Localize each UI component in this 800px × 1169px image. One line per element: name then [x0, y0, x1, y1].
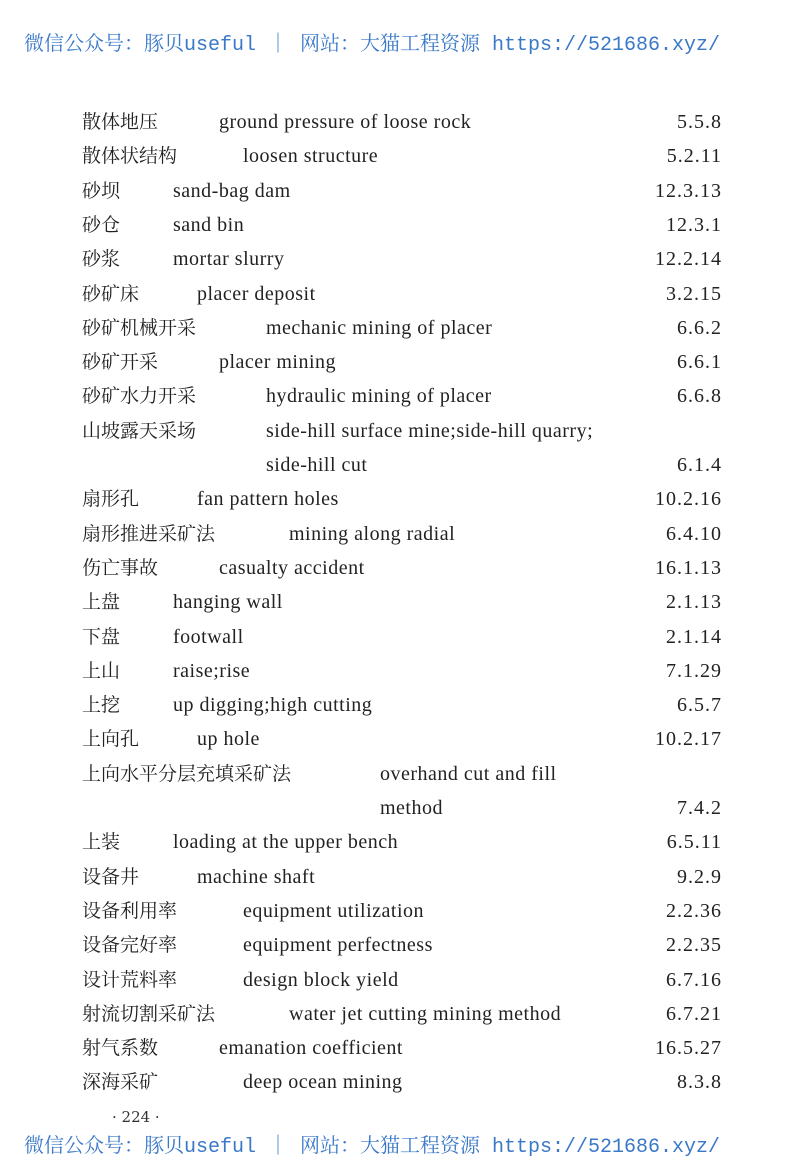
section-number: 16.1.13 — [655, 556, 722, 579]
section-number: 2.2.35 — [666, 934, 722, 957]
section-number: 6.7.21 — [666, 1002, 722, 1025]
section-number: 16.5.27 — [655, 1037, 722, 1060]
term-chinese: 上装 — [82, 831, 121, 854]
glossary-entry — [0, 282, 800, 312]
term-english: equipment utilization — [243, 899, 425, 922]
term-english: mechanic mining of placer — [266, 316, 493, 339]
section-number: 6.5.11 — [666, 831, 722, 854]
section-number: 6.5.7 — [677, 694, 722, 717]
glossary-entry — [0, 1036, 800, 1066]
section-number: 6.6.1 — [677, 351, 722, 374]
term-chinese: 砂矿开采 — [82, 351, 159, 374]
section-number: 2.2.36 — [666, 899, 722, 922]
term-chinese: 上向水平分层充填采矿法 — [82, 762, 292, 785]
glossary-entry — [0, 316, 800, 346]
term-chinese: 上盘 — [82, 591, 121, 614]
term-english: deep ocean mining — [243, 1071, 403, 1094]
section-number: 6.6.8 — [677, 385, 722, 408]
section-number: 5.2.11 — [666, 145, 722, 168]
term-english: method — [380, 797, 443, 819]
term-english: water jet cutting mining method — [289, 1002, 562, 1025]
glossary-entry — [0, 144, 800, 174]
term-english: up digging;high cutting — [173, 694, 373, 717]
section-number: 10.2.17 — [655, 728, 722, 751]
term-chinese: 射气系数 — [82, 1037, 159, 1060]
term-chinese: 设备利用率 — [82, 899, 178, 922]
term-chinese: 砂矿机械开采 — [82, 316, 197, 339]
term-chinese: 砂矿水力开采 — [82, 385, 197, 408]
term-english: hanging wall — [173, 591, 283, 614]
glossary-entry — [0, 419, 800, 449]
term-english: machine shaft — [197, 865, 316, 888]
term-english: placer mining — [219, 351, 337, 374]
term-chinese: 下盘 — [82, 625, 121, 648]
term-chinese: 上山 — [82, 659, 121, 682]
glossary-entry — [0, 247, 800, 277]
term-english: ground pressure of loose rock — [219, 111, 472, 133]
term-english: loading at the upper bench — [173, 831, 399, 854]
glossary-entry — [0, 213, 800, 243]
section-number: 12.3.1 — [666, 213, 722, 236]
glossary-entry — [0, 968, 800, 998]
glossary-entry — [0, 933, 800, 963]
section-number: 7.4.2 — [677, 797, 722, 819]
term-english: mortar slurry — [173, 248, 285, 271]
section-number: 2.1.13 — [666, 591, 722, 614]
term-chinese: 设备完好率 — [82, 934, 178, 957]
glossary-entry — [0, 1002, 800, 1032]
term-english: sand bin — [173, 213, 245, 236]
term-english: mining along radial — [289, 522, 456, 545]
term-chinese: 砂仓 — [82, 213, 121, 236]
term-english: sand-bag dam — [173, 179, 291, 202]
section-number: 9.2.9 — [677, 865, 722, 888]
term-english: side-hill cut — [266, 454, 368, 476]
section-number: 12.2.14 — [655, 248, 722, 271]
page-number: · 224 · — [112, 1108, 160, 1126]
section-number: 6.4.10 — [666, 522, 722, 545]
term-english: emanation coefficient — [219, 1037, 403, 1060]
glossary-entry — [0, 1070, 800, 1100]
term-chinese: 散体地压 — [82, 111, 159, 133]
glossary-entry — [0, 556, 800, 586]
term-chinese: 砂矿床 — [82, 282, 140, 305]
section-number: 5.5.8 — [677, 111, 722, 133]
glossary-entry — [0, 625, 800, 655]
glossary-entry — [0, 796, 800, 826]
section-number: 6.1.4 — [677, 454, 722, 476]
term-english: design block yield — [243, 968, 399, 991]
term-chinese: 设计荒料率 — [82, 968, 178, 991]
term-chinese: 设备井 — [82, 865, 140, 888]
term-english: fan pattern holes — [197, 488, 339, 511]
glossary-entry — [0, 865, 800, 895]
section-number: 2.1.14 — [666, 625, 722, 648]
term-chinese: 山坡露天采场 — [82, 419, 197, 442]
term-english: overhand cut and fill — [380, 762, 557, 785]
term-english: placer deposit — [197, 282, 316, 305]
watermark-top: 微信公众号：豚贝useful ｜ 网站：大猫工程资源 https://521686.xyz/ — [24, 34, 721, 57]
term-english: raise;rise — [173, 659, 251, 682]
term-chinese: 深海采矿 — [82, 1071, 159, 1094]
glossary-entry — [0, 830, 800, 860]
watermark-bottom: 微信公众号：豚贝useful ｜ 网站：大猫工程资源 https://521686.xyz/ — [24, 1136, 721, 1159]
term-chinese: 扇形推进采矿法 — [82, 522, 216, 545]
section-number: 6.6.2 — [677, 316, 722, 339]
section-number: 7.1.29 — [666, 659, 722, 682]
term-chinese: 上挖 — [82, 694, 121, 717]
glossary-entry — [0, 899, 800, 929]
term-chinese: 上向孔 — [82, 728, 140, 751]
term-english: up hole — [197, 728, 260, 751]
glossary-entry — [0, 590, 800, 620]
glossary-entry — [0, 110, 800, 140]
term-chinese: 扇形孔 — [82, 488, 140, 511]
glossary-entry — [0, 350, 800, 380]
glossary-entry — [0, 693, 800, 723]
term-english: equipment perfectness — [243, 934, 433, 957]
term-english: hydraulic mining of placer — [266, 385, 492, 408]
glossary-entry — [0, 659, 800, 689]
section-number: 3.2.15 — [666, 282, 722, 305]
section-number: 12.3.13 — [655, 179, 722, 202]
term-chinese: 砂浆 — [82, 248, 121, 271]
glossary-entry — [0, 179, 800, 209]
glossary-entry — [0, 762, 800, 792]
term-english: casualty accident — [219, 556, 365, 579]
glossary-entry — [0, 522, 800, 552]
term-english: loosen structure — [243, 145, 379, 168]
section-number: 10.2.16 — [655, 488, 722, 511]
term-chinese: 射流切割采矿法 — [82, 1002, 216, 1025]
term-english: footwall — [173, 625, 244, 648]
section-number: 8.3.8 — [677, 1071, 722, 1094]
term-chinese: 砂坝 — [82, 179, 121, 202]
term-chinese: 伤亡事故 — [82, 556, 159, 579]
glossary-entry — [0, 384, 800, 414]
term-english: side-hill surface mine;side-hill quarry; — [266, 419, 594, 442]
glossary-entry — [0, 487, 800, 517]
section-number: 6.7.16 — [666, 968, 722, 991]
glossary-entry — [0, 453, 800, 483]
term-chinese: 散体状结构 — [82, 145, 178, 168]
glossary-entry — [0, 727, 800, 757]
